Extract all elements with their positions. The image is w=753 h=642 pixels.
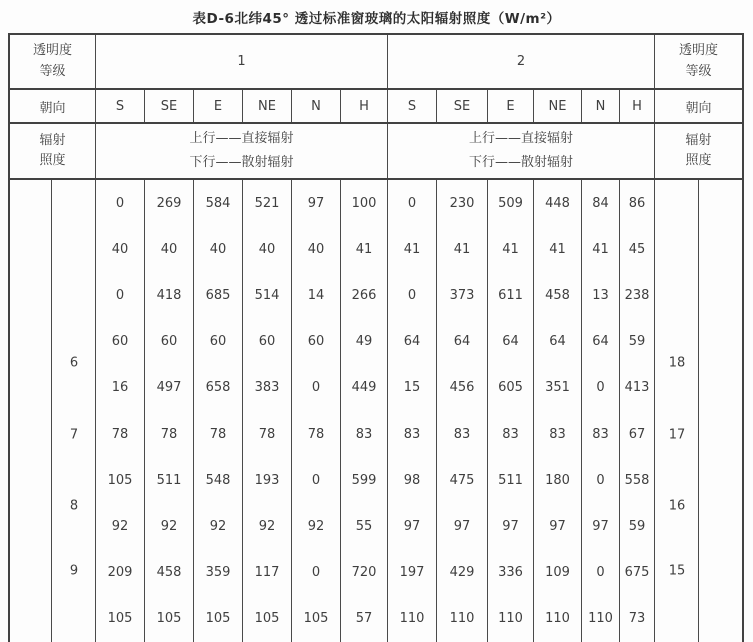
table-cell: 73 [620, 596, 655, 642]
table-cell: 64 [437, 319, 488, 365]
table-cell: 720 [341, 550, 388, 596]
table-cell: 97 [534, 503, 582, 549]
table-cell: 59 [620, 319, 655, 365]
table-cell: 67 [620, 411, 655, 457]
transparency-level-left: 9 [69, 563, 79, 579]
table-cell: 40 [243, 226, 292, 272]
group1-radiation-note [96, 124, 388, 178]
spacer-cell [10, 550, 52, 596]
header-band-transparency [10, 35, 742, 90]
table-cell: 78 [292, 411, 341, 457]
table-cell: 59 [620, 503, 655, 549]
header-band-orientation [10, 90, 742, 124]
table-cell: 78 [194, 411, 243, 457]
col-header-g2-ne: NE [534, 90, 582, 122]
group1-header: 1 [96, 35, 388, 88]
table-cell: 92 [145, 503, 194, 549]
table-cell: 584 [194, 180, 243, 226]
spacer-cell [10, 319, 52, 365]
spacer-cell [699, 550, 742, 596]
spacer-cell [10, 457, 52, 503]
table-cell: 83 [488, 411, 534, 457]
spacer-cell [699, 596, 742, 642]
table-cell: 351 [534, 365, 582, 411]
table-cell: 0 [292, 550, 341, 596]
orientation-header-right: 朝向 [685, 100, 712, 116]
table-cell: 109 [534, 550, 582, 596]
table-cell: 97 [582, 503, 620, 549]
spacer-cell [10, 365, 52, 411]
col-header-g1-s: S [96, 90, 145, 122]
table-cell: 110 [388, 596, 437, 642]
table-cell: 475 [437, 457, 488, 503]
spacer-cell [699, 272, 742, 318]
table-cell: 64 [582, 319, 620, 365]
table-cell: 0 [582, 457, 620, 503]
table-cell: 78 [243, 411, 292, 457]
col-header-g2-se: SE [437, 90, 488, 122]
table-cell: 97 [488, 503, 534, 549]
group2-header: 2 [388, 35, 655, 88]
table-cell: 599 [341, 457, 388, 503]
table-cell: 105 [194, 596, 243, 642]
table-row [10, 272, 742, 318]
spacer-cell [10, 596, 52, 642]
table-cell: 209 [96, 550, 145, 596]
table-cell: 57 [341, 596, 388, 642]
radiation-header-left [10, 124, 96, 178]
radiation-note-line2: 下行——散射辐射 [468, 155, 573, 170]
table-cell: 45 [620, 226, 655, 272]
spacer-cell [10, 180, 52, 226]
table-cell: 511 [488, 457, 534, 503]
table-cell: 0 [292, 457, 341, 503]
spacer-cell [699, 503, 742, 549]
table-cell: 105 [96, 457, 145, 503]
table-cell: 418 [145, 272, 194, 318]
orientation-header-left: 朝向 [10, 90, 96, 122]
spacer-cell [699, 226, 742, 272]
table-cell: 110 [437, 596, 488, 642]
radiation-header-line2: 照度 [685, 153, 712, 168]
spacer-cell [52, 457, 96, 503]
transparency-level-left: 8 [69, 498, 79, 514]
table-cell: 41 [534, 226, 582, 272]
spacer-cell [655, 272, 699, 318]
table-cell: 497 [145, 365, 194, 411]
table-cell: 117 [243, 550, 292, 596]
radiation-header-line2: 照度 [39, 153, 66, 168]
spacer-cell [52, 226, 96, 272]
spacer-cell [10, 272, 52, 318]
table-cell: 373 [437, 272, 488, 318]
table-title: 表D-6北纬45° 透过标准窗玻璃的太阳辐射照度（W/m²） [192, 11, 561, 27]
table-cell: 92 [292, 503, 341, 549]
table-cell: 0 [388, 272, 437, 318]
table-cell: 83 [582, 411, 620, 457]
table-cell: 40 [194, 226, 243, 272]
table-cell: 60 [292, 319, 341, 365]
table-cell: 110 [582, 596, 620, 642]
spacer-cell [10, 226, 52, 272]
table-cell: 64 [388, 319, 437, 365]
spacer-cell [699, 411, 742, 457]
table-cell: 230 [437, 180, 488, 226]
table-cell: 429 [437, 550, 488, 596]
col-header-g1-n: N [292, 90, 341, 122]
table-cell: 92 [96, 503, 145, 549]
table-cell: 197 [388, 550, 437, 596]
table-cell: 13 [582, 272, 620, 318]
table-cell: 193 [243, 457, 292, 503]
table-cell: 98 [388, 457, 437, 503]
table-cell: 0 [96, 180, 145, 226]
table-cell: 64 [534, 319, 582, 365]
table-cell: 97 [437, 503, 488, 549]
col-header-g1-se: SE [145, 90, 194, 122]
table-cell: 78 [96, 411, 145, 457]
col-header-g2-h: H [620, 90, 655, 122]
table-cell: 110 [534, 596, 582, 642]
transparency-header-line1: 透明度 [678, 43, 718, 59]
table-cell: 611 [488, 272, 534, 318]
transparency-level-right: 17 [668, 427, 686, 443]
col-header-g2-n: N [582, 90, 620, 122]
radiation-note-line1: 上行——直接辐射 [468, 131, 573, 146]
table-cell: 14 [292, 272, 341, 318]
spacer-cell [52, 596, 96, 642]
spacer-cell [10, 411, 52, 457]
transparency-level-right: 18 [668, 355, 686, 371]
table-cell: 64 [488, 319, 534, 365]
radiation-note-line1: 上行——直接辐射 [189, 131, 294, 146]
col-header-g2-e: E [488, 90, 534, 122]
table-cell: 0 [96, 272, 145, 318]
table-cell: 49 [341, 319, 388, 365]
table-cell: 60 [145, 319, 194, 365]
table-cell: 511 [145, 457, 194, 503]
transparency-level-right: 15 [668, 563, 686, 579]
transparency-level-right: 16 [668, 498, 686, 514]
table-cell: 84 [582, 180, 620, 226]
transparency-level-left: 7 [69, 427, 79, 443]
table-cell: 0 [582, 365, 620, 411]
transparency-header-line1: 透明度 [32, 43, 72, 59]
col-header-g2-s: S [388, 90, 437, 122]
table-cell: 449 [341, 365, 388, 411]
table-cell: 60 [243, 319, 292, 365]
table-cell: 40 [292, 226, 341, 272]
spacer-cell [655, 226, 699, 272]
table-cell: 269 [145, 180, 194, 226]
transparency-header-line2: 等级 [685, 63, 712, 79]
table-cell: 92 [194, 503, 243, 549]
table-cell: 685 [194, 272, 243, 318]
spacer-cell [655, 596, 699, 642]
table-cell: 675 [620, 550, 655, 596]
table-cell: 336 [488, 550, 534, 596]
table-cell: 41 [582, 226, 620, 272]
table-cell: 0 [582, 550, 620, 596]
table-cell: 83 [534, 411, 582, 457]
table-cell: 238 [620, 272, 655, 318]
table-cell: 105 [292, 596, 341, 642]
table-cell: 180 [534, 457, 582, 503]
spacer-cell [655, 457, 699, 503]
col-header-g1-h: H [341, 90, 388, 122]
table-cell: 105 [96, 596, 145, 642]
transparency-header-line2: 等级 [39, 63, 66, 79]
radiation-table [8, 33, 744, 642]
table-row [10, 319, 742, 365]
spacer-cell [699, 319, 742, 365]
table-row [10, 226, 742, 272]
table-cell: 658 [194, 365, 243, 411]
table-cell: 41 [437, 226, 488, 272]
table-cell: 83 [388, 411, 437, 457]
table-cell: 60 [194, 319, 243, 365]
transparency-header-right [655, 35, 742, 88]
table-row [10, 365, 742, 411]
table-cell: 548 [194, 457, 243, 503]
table-cell: 41 [388, 226, 437, 272]
table-cell: 15 [388, 365, 437, 411]
table-cell: 383 [243, 365, 292, 411]
table-cell: 86 [620, 180, 655, 226]
table-cell: 92 [243, 503, 292, 549]
table-cell: 83 [341, 411, 388, 457]
table-cell: 60 [96, 319, 145, 365]
table-cell: 41 [341, 226, 388, 272]
spacer-cell [52, 365, 96, 411]
table-cell: 359 [194, 550, 243, 596]
table-cell: 110 [488, 596, 534, 642]
col-header-g1-ne: NE [243, 90, 292, 122]
spacer-cell [52, 180, 96, 226]
table-cell: 97 [292, 180, 341, 226]
spacer-cell [655, 365, 699, 411]
table-cell: 458 [145, 550, 194, 596]
table-cell: 514 [243, 272, 292, 318]
table-cell: 521 [243, 180, 292, 226]
table-cell: 55 [341, 503, 388, 549]
table-row [10, 503, 742, 549]
table-cell: 40 [145, 226, 194, 272]
table-cell: 0 [292, 365, 341, 411]
table-cell: 97 [388, 503, 437, 549]
spacer-cell [699, 365, 742, 411]
radiation-note-line2: 下行——散射辐射 [189, 155, 294, 170]
group2-radiation-note [388, 124, 655, 178]
transparency-header-left [10, 35, 96, 88]
table-row [10, 550, 742, 596]
radiation-header-right [655, 124, 742, 178]
table-cell: 458 [534, 272, 582, 318]
table-cell: 83 [437, 411, 488, 457]
spacer-cell [655, 180, 699, 226]
table-cell: 78 [145, 411, 194, 457]
table-row [10, 596, 742, 642]
table-body [10, 180, 742, 642]
table-cell: 100 [341, 180, 388, 226]
spacer-cell [699, 457, 742, 503]
table-cell: 105 [243, 596, 292, 642]
radiation-header-line1: 辐射 [39, 132, 66, 148]
transparency-level-left: 6 [69, 355, 79, 371]
table-cell: 413 [620, 365, 655, 411]
table-row [10, 457, 742, 503]
spacer-cell [52, 272, 96, 318]
spacer-cell [699, 180, 742, 226]
table-cell: 509 [488, 180, 534, 226]
header-band-radiation [10, 124, 742, 180]
table-row [10, 411, 742, 457]
table-cell: 40 [96, 226, 145, 272]
spacer-cell [10, 503, 52, 549]
table-cell: 105 [145, 596, 194, 642]
table-cell: 605 [488, 365, 534, 411]
table-cell: 266 [341, 272, 388, 318]
table-cell: 41 [488, 226, 534, 272]
table-cell: 456 [437, 365, 488, 411]
table-cell: 448 [534, 180, 582, 226]
radiation-header-line1: 辐射 [685, 132, 712, 148]
col-header-g1-e: E [194, 90, 243, 122]
table-cell: 558 [620, 457, 655, 503]
table-row [10, 180, 742, 226]
table-cell: 0 [388, 180, 437, 226]
table-cell: 16 [96, 365, 145, 411]
